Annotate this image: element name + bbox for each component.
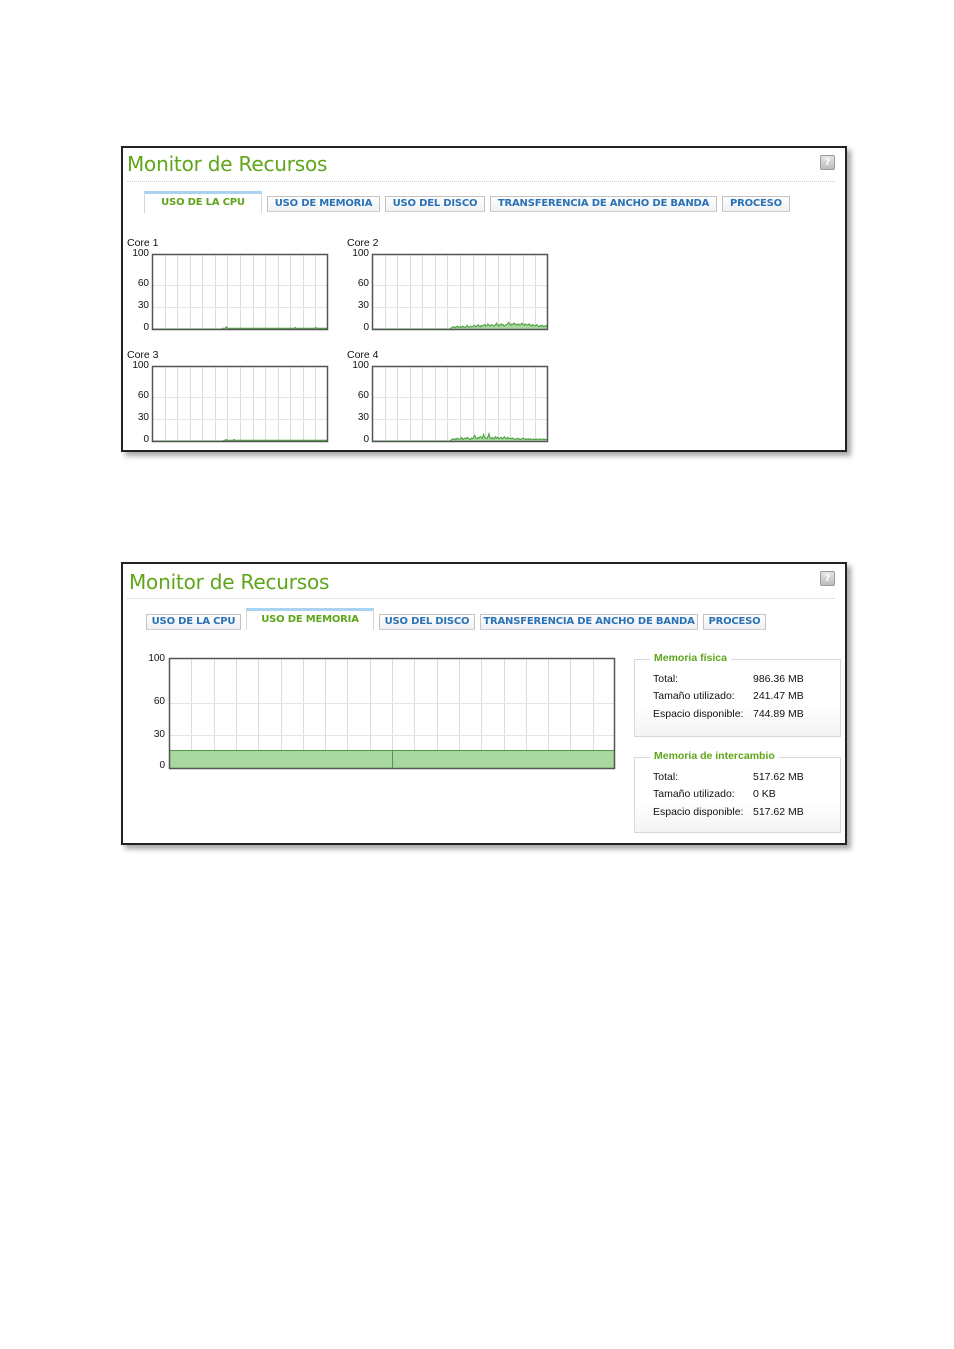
row-value: 517.62 MB [753, 806, 804, 818]
y-tick-label: 0 [143, 434, 149, 445]
y-tick-label: 0 [363, 322, 369, 333]
y-tick-label: 60 [357, 390, 369, 401]
core-2-chart [372, 254, 548, 330]
y-tick-label: 0 [363, 434, 369, 445]
core-3-chart [152, 366, 328, 442]
y-tick-label: 100 [352, 248, 369, 259]
swap-available-row [653, 806, 823, 820]
tab-bandwidth-transfer[interactable]: TRANSFERENCIA DE ANCHO DE BANDA [480, 614, 698, 630]
y-tick-label: 30 [137, 412, 149, 423]
row-value: 986.36 MB [753, 673, 804, 685]
resource-monitor-panel-cpu [121, 146, 847, 452]
swap-memory-box [634, 750, 841, 833]
y-tick-label: 60 [137, 390, 149, 401]
row-value: 744.89 MB [753, 708, 804, 720]
row-label: Total: [653, 673, 679, 685]
title-divider [127, 181, 835, 182]
y-tick-label: 0 [143, 322, 149, 333]
swap-used-row [653, 788, 823, 802]
tab-disk-usage[interactable]: USO DEL DISCO [385, 196, 485, 212]
row-label: Tamaño utilizado: [653, 690, 735, 702]
swap-memory-legend: Memoria de intercambio [650, 750, 779, 762]
core-4-label: Core 4 [347, 349, 379, 361]
y-tick-label: 60 [137, 278, 149, 289]
row-value: 0 KB [753, 788, 776, 800]
row-label: Tamaño utilizado: [653, 788, 735, 800]
y-tick-label: 60 [357, 278, 369, 289]
core-1-chart [152, 254, 328, 330]
y-tick-label: 100 [132, 248, 149, 259]
tab-process[interactable]: PROCESO [703, 614, 766, 630]
title-divider [127, 598, 835, 599]
row-label: Espacio disponible: [653, 708, 744, 720]
row-value: 241.47 MB [753, 690, 804, 702]
physical-memory-legend: Memoria física [650, 652, 731, 664]
y-tick-label: 30 [153, 729, 165, 740]
tab-memory-usage[interactable]: USO DE MEMORIA [267, 196, 380, 212]
y-tick-label: 100 [352, 360, 369, 371]
memory-usage-chart [169, 658, 615, 769]
y-tick-label: 30 [357, 300, 369, 311]
tab-memory-usage[interactable]: USO DE MEMORIA [246, 608, 374, 630]
y-tick-label: 60 [153, 696, 165, 707]
tab-cpu-usage[interactable]: USO DE LA CPU [146, 614, 241, 630]
tab-disk-usage[interactable]: USO DEL DISCO [379, 614, 475, 630]
y-tick-label: 100 [148, 653, 165, 664]
physical-memory-box [634, 652, 841, 737]
swap-total-row [653, 771, 823, 785]
physical-available-row [653, 708, 823, 722]
y-tick-label: 0 [159, 760, 165, 771]
physical-used-row [653, 690, 823, 704]
row-value: 517.62 MB [753, 771, 804, 783]
panel-title: Monitor de Recursos [127, 152, 328, 176]
question-mark-icon[interactable]: ? [820, 155, 835, 170]
core-1-label: Core 1 [127, 237, 159, 249]
tab-process[interactable]: PROCESO [722, 196, 790, 212]
tab-cpu-usage[interactable]: USO DE LA CPU [144, 191, 262, 213]
panel-title: Monitor de Recursos [129, 570, 330, 594]
row-label: Total: [653, 771, 679, 783]
tab-bandwidth-transfer[interactable]: TRANSFERENCIA DE ANCHO DE BANDA [490, 196, 717, 212]
row-label: Espacio disponible: [653, 806, 744, 818]
core-2-label: Core 2 [347, 237, 379, 249]
y-tick-label: 100 [132, 360, 149, 371]
y-tick-label: 30 [137, 300, 149, 311]
resource-monitor-panel-memory [121, 562, 847, 845]
y-tick-label: 30 [357, 412, 369, 423]
core-3-label: Core 3 [127, 349, 159, 361]
physical-total-row [653, 673, 823, 687]
core-4-chart [372, 366, 548, 442]
question-mark-icon[interactable]: ? [820, 571, 835, 586]
